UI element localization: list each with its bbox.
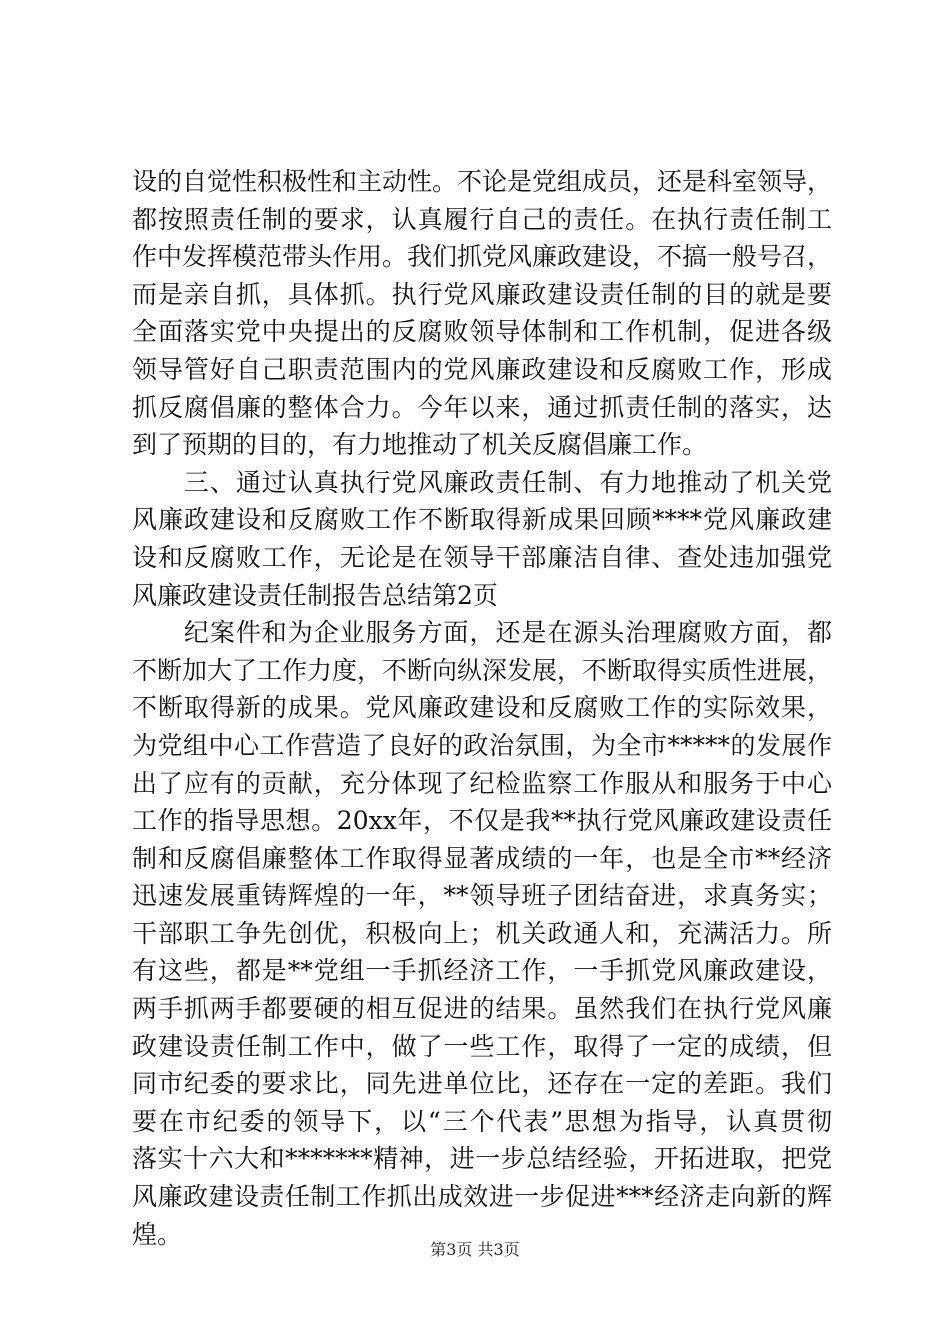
text-line: 干部职工争先创优，积极向上；机关政通人和，充满活力。所 [132, 918, 832, 948]
text-line: 迅速发展重铸辉煌的一年，**领导班子团结奋进，求真务实； [132, 881, 832, 911]
document-body [132, 163, 832, 1253]
text-line: 出了应有的贡献，充分体现了纪检监察工作服从和服务于中心 [132, 768, 832, 798]
text-line: 工作的指导思想。20xx年，不仅是我**执行党风廉政建设责任 [132, 806, 832, 836]
page-footer: 第3页 共3页 [430, 1240, 520, 1259]
text-line: 不断取得新的成果。党风廉政建设和反腐败工作的实际效果， [132, 693, 832, 723]
text-line: 作中发挥模范带头作用。我们抓党风廉政建设，不搞一般号召， [132, 242, 832, 272]
text-line: 政建设责任制工作中，做了一些工作，取得了一定的成绩，但 [132, 1031, 832, 1061]
text-line: 煌。 [132, 1219, 183, 1249]
text-line: 不断加大了工作力度，不断向纵深发展，不断取得实质性进展， [132, 655, 832, 685]
text-line: 同市纪委的要求比，同先进单位比，还存在一定的差距。我们 [132, 1069, 832, 1099]
text-line: 领导管好自己职责范围内的党风廉政建设和反腐败工作，形成 [132, 354, 832, 384]
text-line: 抓反腐倡廉的整体合力。今年以来，通过抓责任制的落实，达 [132, 392, 832, 422]
text-line: 纪案件和为企业服务方面，还是在源头治理腐败方面，都 [132, 618, 832, 648]
text-line: 风廉政建设责任制工作抓出成效进一步促进***经济走向新的辉 [132, 1182, 832, 1212]
text-line: 都按照责任制的要求，认真履行自己的责任。在执行责任制工 [132, 204, 832, 234]
text-line: 有这些，都是**党组一手抓经济工作，一手抓党风廉政建设， [132, 956, 832, 986]
text-line: 设的自觉性积极性和主动性。不论是党组成员，还是科室领导， [132, 167, 832, 196]
text-line: 风廉政建设和反腐败工作不断取得新成果回顾****党风廉政建 [132, 505, 832, 535]
text-line: 设和反腐败工作，无论是在领导干部廉洁自律、查处违加强党 [132, 542, 832, 572]
text-line: 到了预期的目的，有力地推动了机关反腐倡廉工作。 [132, 430, 708, 460]
text-line: 全面落实党中央提出的反腐败领导体制和工作机制，促进各级 [132, 317, 832, 347]
text-line: 风廉政建设责任制报告总结第2页 [132, 580, 498, 610]
text-line: 要在市纪委的领导下，以“三个代表”思想为指导，认真贯彻 [132, 1106, 832, 1136]
text-line: 三、通过认真执行党风廉政责任制、有力地推动了机关党 [132, 467, 832, 497]
text-line: 而是亲自抓，具体抓。执行党风廉政建设责任制的目的就是要 [132, 279, 832, 309]
text-line: 制和反腐倡廉整体工作取得显著成绩的一年，也是全市**经济 [132, 843, 832, 873]
text-line: 为党组中心工作营造了良好的政治氛围，为全市*****的发展作 [132, 730, 832, 760]
text-line: 两手抓两手都要硬的相互促进的结果。虽然我们在执行党风廉 [132, 994, 832, 1024]
text-line: 落实十六大和*******精神，进一步总结经验，开拓进取，把党 [132, 1144, 832, 1174]
